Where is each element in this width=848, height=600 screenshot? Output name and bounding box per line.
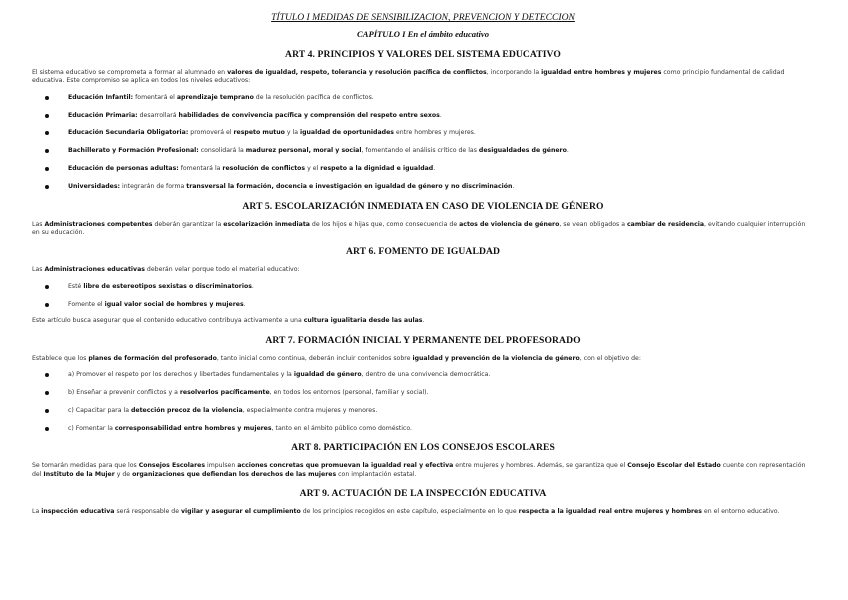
bold-text: igualdad entre hombres y mujeres bbox=[541, 69, 662, 76]
article-4-heading: ART 4. PRINCIPIOS Y VALORES DEL SISTEMA EDUCATIVO bbox=[285, 49, 561, 60]
text-run: promoverá el bbox=[188, 129, 234, 137]
text-run: . bbox=[512, 182, 515, 190]
text-run: , tanto inicial como continua, deberán incluir contenidos sobre bbox=[216, 354, 413, 362]
article-5-section bbox=[32, 201, 814, 238]
text-run: fomentará la bbox=[178, 165, 223, 172]
list-item bbox=[32, 129, 814, 137]
bullet-icon bbox=[45, 96, 49, 100]
list-item bbox=[32, 94, 814, 102]
text-run: entre mujeres y hombres. Además, se garantiza que el bbox=[453, 462, 628, 470]
list-item bbox=[32, 389, 814, 397]
text-run: cuente con representación del bbox=[32, 462, 806, 478]
text-run: . bbox=[243, 300, 246, 308]
bold-text: valores de igualdad, respeto, tolerancia y resolución pacífica de conflictos bbox=[227, 69, 487, 76]
bold-text: resolución de conflictos bbox=[222, 165, 306, 172]
article-7-intro bbox=[32, 355, 814, 363]
bold-text: Administraciones competentes bbox=[44, 220, 153, 228]
article-7-section bbox=[32, 335, 814, 433]
text-run: El sistema educativo se comprometa a formar al alumnado en bbox=[32, 69, 228, 76]
text-run: , se vean obligados a bbox=[559, 220, 627, 228]
bold-text: organizaciones que defiendan los derechos de las mujeres bbox=[132, 470, 337, 478]
bold-text: Educación Secundaria Obligatoria: bbox=[68, 129, 189, 137]
article-9-text bbox=[32, 508, 814, 516]
bold-text: Educación Infantil: bbox=[68, 93, 134, 101]
text-run: y el bbox=[305, 165, 321, 172]
list-item bbox=[32, 165, 814, 173]
bold-text: vigilar y asegurar el cumplimiento bbox=[181, 508, 301, 516]
bold-text: Bachillerato y Formación Profesional: bbox=[68, 147, 199, 155]
bullet-icon bbox=[45, 149, 49, 153]
bold-text: detección precoz de la violencia bbox=[130, 406, 243, 414]
text-run: c) Fomentar la bbox=[68, 424, 115, 432]
bullet-icon bbox=[45, 167, 49, 171]
text-run: y la bbox=[284, 129, 300, 137]
article-7-heading: ART 7. FORMACIÓN INICIAL Y PERMANENTE DEL PROFESORADO bbox=[265, 334, 581, 346]
text-run: , evitando cualquier interrupción en su educación. bbox=[32, 220, 806, 236]
article-8-heading: ART 8. PARTICIPACIÓN EN LOS CONSEJOS ESCOLARES bbox=[291, 442, 555, 454]
bullet-icon bbox=[45, 185, 49, 189]
text-run: Las bbox=[32, 220, 45, 228]
text-run: como principio fundamental de calidad educativa. Este compromiso se aplica en todos los niveles educativos: bbox=[32, 69, 785, 85]
text-run: integrarán de forma bbox=[120, 182, 187, 190]
bullet-icon bbox=[45, 409, 49, 413]
text-run: Esté bbox=[68, 282, 84, 290]
bold-text: desigualdades de género bbox=[478, 147, 567, 155]
list-item bbox=[32, 301, 814, 309]
text-run: a) Promover el respeto por los derechos y libertades fundamentales y la bbox=[68, 371, 294, 379]
text-run: . bbox=[422, 317, 425, 325]
text-run: con implantación estatal. bbox=[336, 470, 417, 478]
text-run: . bbox=[433, 165, 436, 172]
list-item bbox=[32, 407, 814, 415]
bold-text: aprendizaje temprano bbox=[176, 93, 254, 101]
text-run: impulsen bbox=[205, 462, 238, 470]
bold-text: planes de formación del profesorado bbox=[88, 354, 217, 362]
text-run: Este artículo busca asegurar que el contenido educativo contribuya activamente a una bbox=[32, 317, 304, 325]
text-run: de la resolución pacífica de conflictos. bbox=[253, 93, 374, 101]
bold-text: respecta a la igualdad real entre mujeres y hombres bbox=[518, 508, 702, 516]
bold-text: cambiar de residencia bbox=[626, 220, 705, 228]
bold-text: respeto mutuo bbox=[233, 129, 285, 137]
bold-text: transversal la formación, docencia e investigación en igualdad de género y no discriminación bbox=[186, 182, 513, 190]
text-run: deberán velar porque todo el material educativo: bbox=[144, 266, 300, 274]
document-title: TÍTULO I MEDIDAS DE SENSIBILIZACION, PREVENCION Y DETECCION bbox=[271, 12, 575, 23]
list-item bbox=[32, 371, 814, 379]
bold-text: Universidades: bbox=[68, 182, 121, 190]
text-run: . bbox=[439, 111, 442, 119]
bold-text: igual valor social de hombres y mujeres bbox=[104, 300, 244, 308]
bold-text: igualdad de oportunidades bbox=[299, 129, 394, 137]
text-run: desarrollará bbox=[137, 111, 179, 119]
bold-text: Consejo Escolar del Estado bbox=[627, 462, 721, 470]
article-6-heading: ART 6. FOMENTO DE IGUALDAD bbox=[345, 246, 501, 258]
text-run: b) Enseñar a prevenir conflictos y a bbox=[68, 389, 180, 397]
bold-text: inspección educativa bbox=[41, 508, 115, 516]
bold-text: igualdad de género bbox=[293, 371, 362, 379]
list-item bbox=[32, 112, 814, 120]
bold-text: actos de violencia de género bbox=[459, 220, 560, 228]
bold-text: Educación de personas adultas: bbox=[68, 165, 179, 172]
text-run: consolidará la bbox=[198, 147, 246, 155]
article-6-closing bbox=[32, 317, 814, 325]
text-run: Fomente el bbox=[68, 300, 105, 308]
text-run: fomentará el bbox=[133, 93, 177, 101]
article-8-text bbox=[32, 462, 814, 479]
text-run: entre hombres y mujeres. bbox=[393, 129, 476, 137]
article-4-list bbox=[32, 94, 814, 191]
text-run: Las bbox=[32, 266, 45, 274]
text-run: , en todos los entornos (personal, familiar y social). bbox=[269, 389, 429, 397]
bold-text: resolverlos pacíficamente bbox=[179, 389, 270, 397]
chapter-subtitle: CAPÍTULO I En el ámbito educativo bbox=[356, 29, 489, 39]
text-run: de los hijos e hijas que, como consecuencia de bbox=[309, 220, 460, 228]
article-9-heading: ART 9. ACTUACIÓN DE LA INSPECCIÓN EDUCATIVA bbox=[299, 488, 547, 500]
article-6-list bbox=[32, 283, 814, 309]
article-6-intro bbox=[32, 266, 814, 274]
bold-text: Consejos Escolares bbox=[138, 462, 206, 470]
bullet-icon bbox=[45, 285, 49, 289]
text-run: La bbox=[32, 508, 42, 516]
article-8-section bbox=[32, 442, 814, 479]
bullet-icon bbox=[45, 391, 49, 395]
list-item bbox=[32, 283, 814, 291]
text-run: , dentro de una convivencia democrática. bbox=[361, 371, 491, 379]
text-run: , con el objetivo de: bbox=[579, 354, 641, 362]
list-item bbox=[32, 147, 814, 155]
bold-text: Educación Primaria: bbox=[68, 111, 138, 119]
text-run: , tanto en el ámbito público como doméstico. bbox=[271, 424, 412, 432]
bullet-icon bbox=[45, 303, 49, 307]
bold-text: igualdad y prevención de la violencia de género bbox=[412, 354, 580, 362]
bullet-icon bbox=[45, 373, 49, 377]
text-run: de los principios recogidos en este capítulo, especialmente en lo que bbox=[300, 508, 519, 516]
article-9-section bbox=[32, 488, 814, 516]
text-run: y de bbox=[114, 470, 133, 478]
text-run: , especialmente contra mujeres y menores. bbox=[242, 406, 378, 414]
article-5-text bbox=[32, 221, 814, 238]
article-4-intro bbox=[32, 69, 814, 86]
bold-text: cultura igualitaria desde las aulas bbox=[303, 317, 423, 325]
list-item bbox=[32, 183, 814, 191]
bullet-icon bbox=[45, 131, 49, 135]
article-6-section bbox=[32, 246, 814, 325]
article-7-list bbox=[32, 371, 814, 433]
bold-text: libre de estereotipos sexistas o discriminatorios bbox=[83, 282, 252, 290]
bullet-icon bbox=[45, 114, 49, 118]
text-run: deberán garantizar la bbox=[152, 220, 224, 228]
text-run: . bbox=[251, 282, 254, 290]
text-run: , fomentando el análisis crítico de las bbox=[361, 147, 479, 155]
article-4-section bbox=[32, 49, 814, 191]
bold-text: respeto a la dignidad e igualdad bbox=[320, 165, 434, 172]
bold-text: acciones concretas que promuevan la igualdad real y efectiva bbox=[237, 462, 454, 470]
article-5-heading: ART 5. ESCOLARIZACIÓN INMEDIATA EN CASO DE VIOLENCIA DE GÉNERO bbox=[242, 200, 604, 212]
text-run: c) Capacitar para la bbox=[68, 406, 131, 414]
bold-text: habilidades de convivencia pacífica y comprensión del respeto entre sexos bbox=[178, 111, 440, 119]
text-run: Se tomarán medidas para que los bbox=[32, 462, 139, 470]
text-run: Establece que los bbox=[32, 354, 89, 362]
bold-text: corresponsabilidad entre hombres y mujeres bbox=[114, 424, 272, 432]
bold-text: Instituto de la Mujer bbox=[43, 470, 115, 478]
text-run: , incorporando la bbox=[486, 69, 542, 76]
bold-text: Administraciones educativas bbox=[44, 266, 145, 274]
text-run: en el entorno educativo. bbox=[701, 508, 780, 516]
bold-text: escolarización inmediata bbox=[223, 220, 310, 228]
text-run: será responsable de bbox=[114, 508, 181, 516]
text-run: . bbox=[566, 147, 569, 155]
bullet-icon bbox=[45, 427, 49, 431]
list-item bbox=[32, 425, 814, 433]
bold-text: madurez personal, moral y social bbox=[245, 147, 362, 155]
